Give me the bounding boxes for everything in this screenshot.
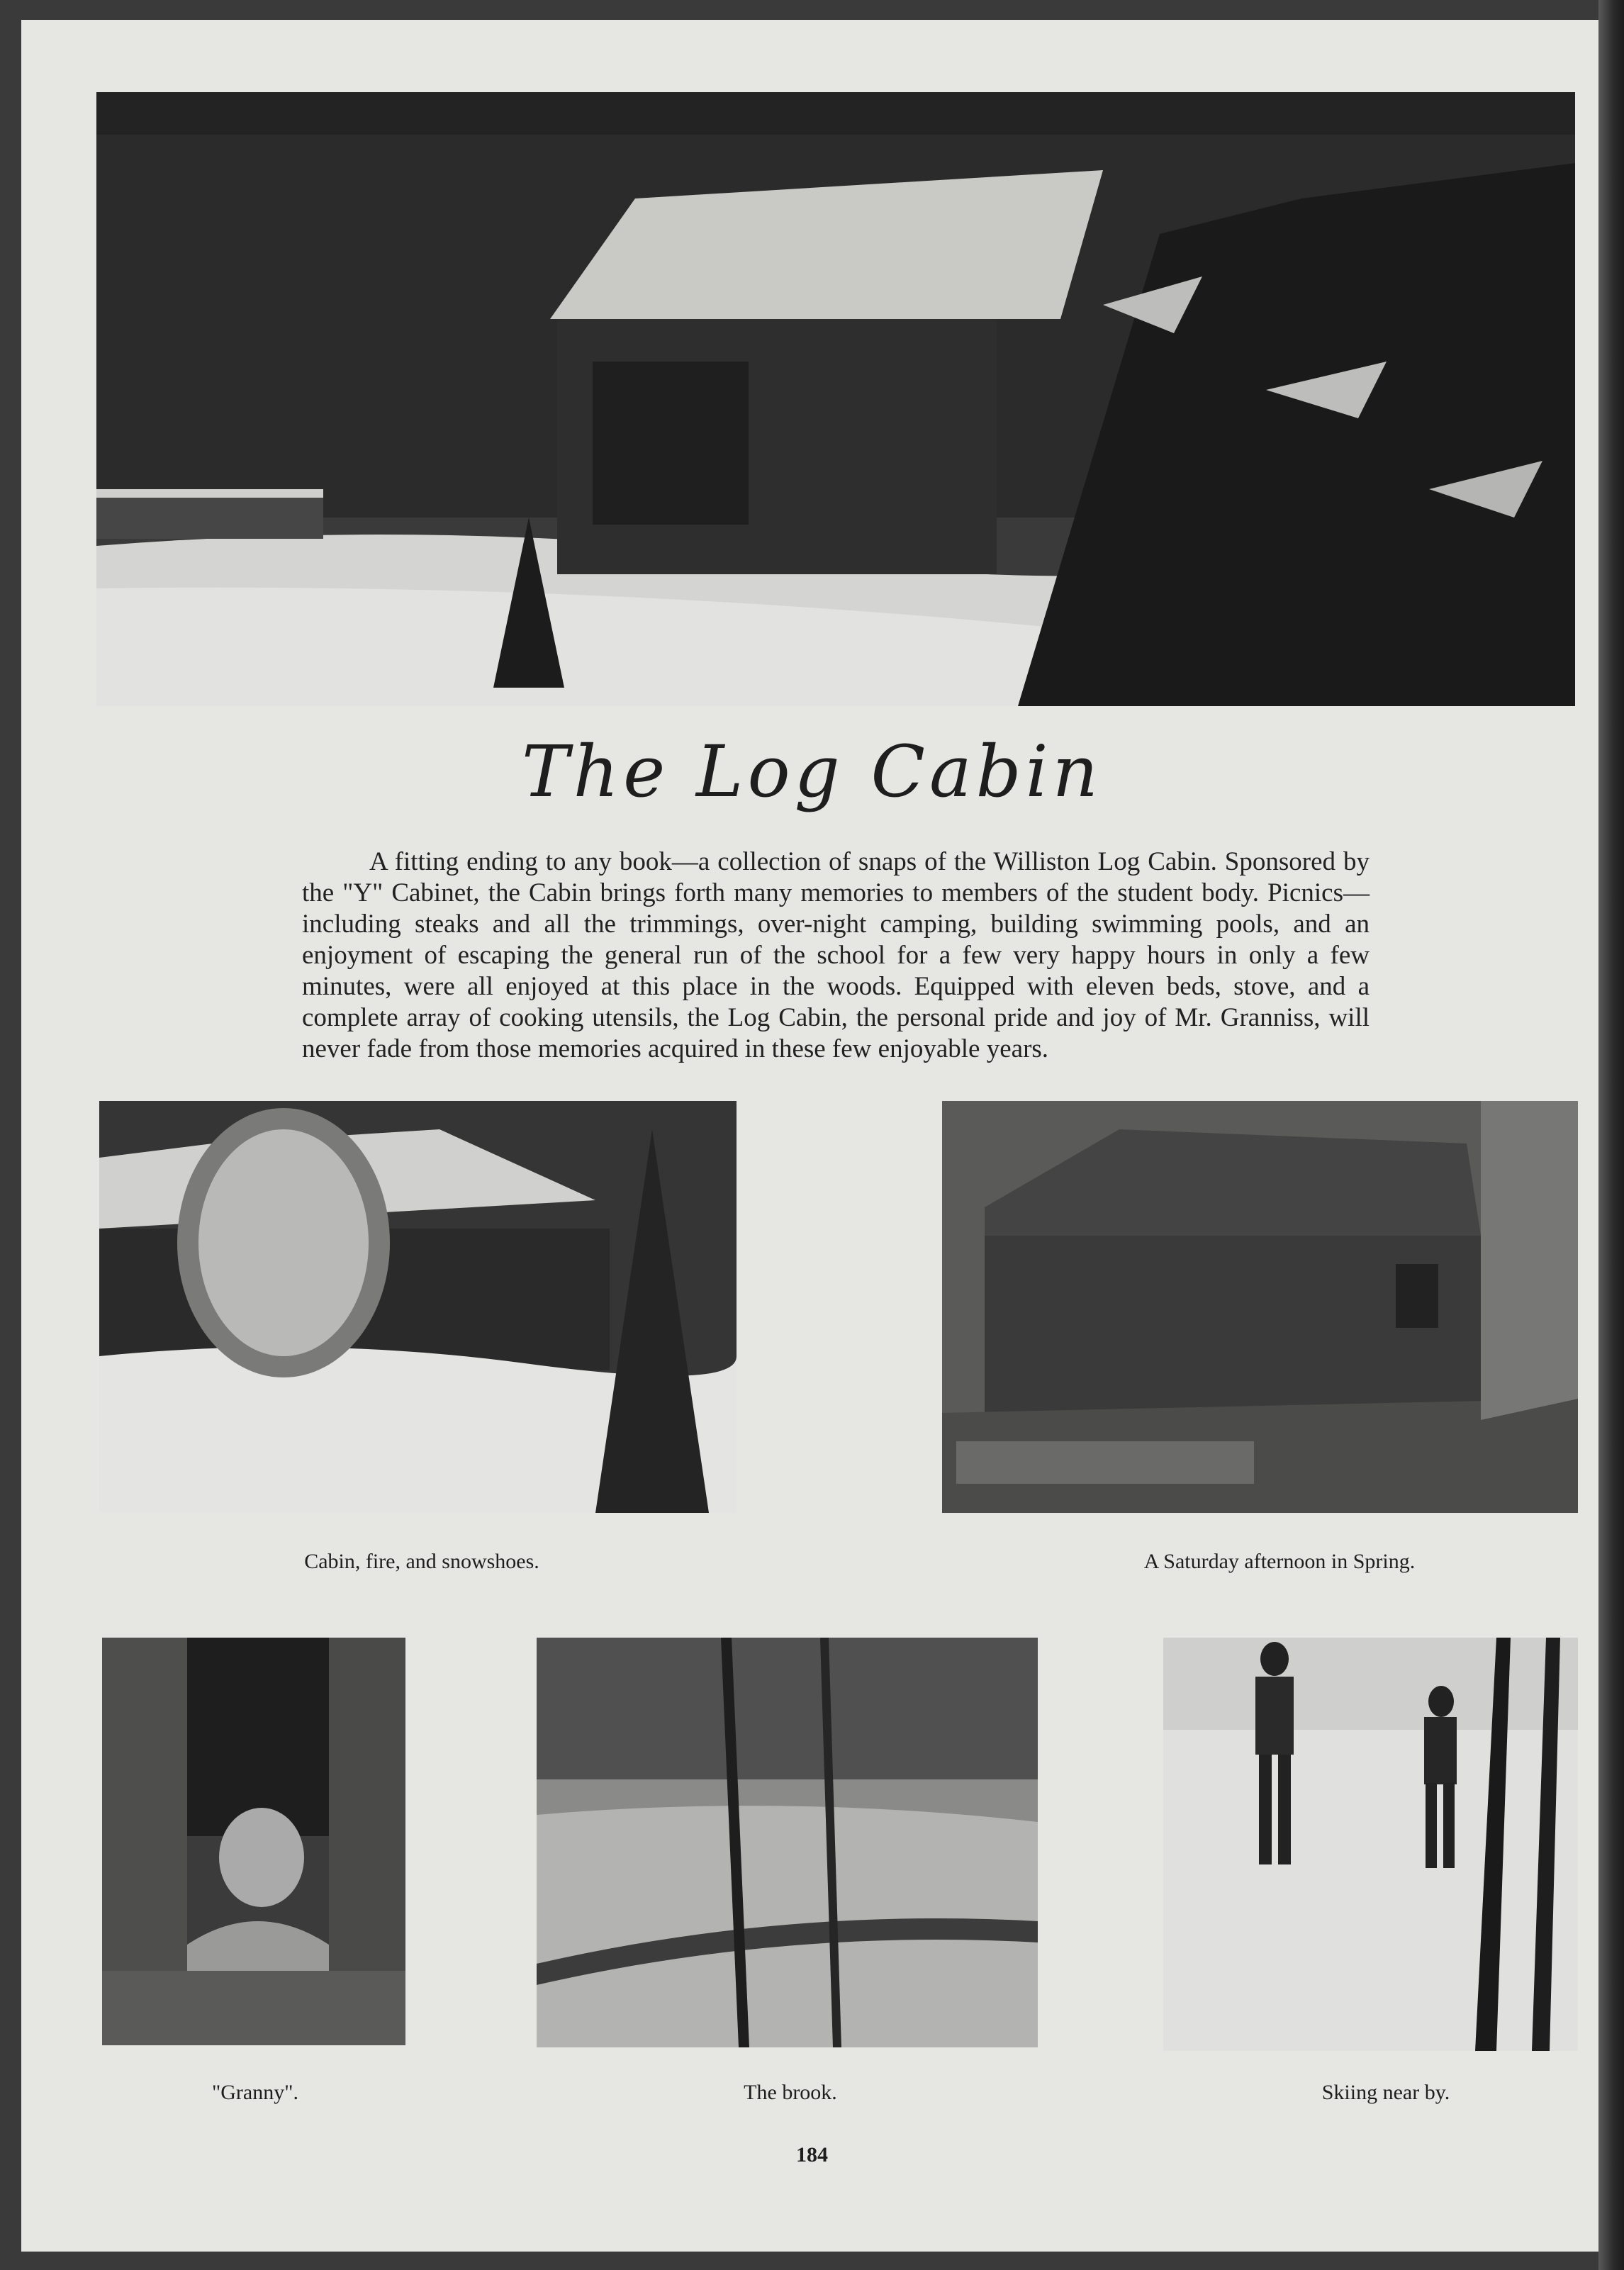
photo-skiing: [1163, 1638, 1578, 2051]
photo-brook: [537, 1638, 1038, 2047]
page-title: The Log Cabin: [521, 730, 1102, 813]
page-number: 184: [796, 2143, 828, 2166]
caption-granny: "Granny".: [212, 2081, 298, 2104]
photo-saturday-spring: [942, 1101, 1578, 1513]
caption-brook: The brook.: [744, 2081, 837, 2104]
caption-saturday: A Saturday afternoon in Spring.: [1143, 1550, 1416, 1573]
caption-cabin-fire: Cabin, fire, and snowshoes.: [304, 1550, 539, 1573]
intro-paragraph: A fitting ending to any book—a collection of snaps of the Williston Log Cabin. Sponsored by the "Y" Cabinet, the Cabin brings forth many memories to members of the student body. Picnics—including steaks and all the trimmings, over-night camping, building swimming pools, and an enjoyment of escaping the general run of the school for a few very happy hours in only a few minutes, were all enjoyed at this place in the woods. Equipped with eleven beds, stove, and a complete array of cooking utensils, the Log Cabin, the personal pride and joy of Mr. Granniss, will never fade from those memories acquired in these few enjoyable years.: [302, 847, 1370, 1063]
photo-log-cabin-winter: [96, 92, 1575, 706]
photo-cabin-fire-snowshoes: [99, 1101, 737, 1513]
caption-skiing: Skiing near by.: [1321, 2081, 1450, 2104]
page-spine: [1598, 0, 1624, 2270]
photo-granny: [102, 1638, 405, 2045]
